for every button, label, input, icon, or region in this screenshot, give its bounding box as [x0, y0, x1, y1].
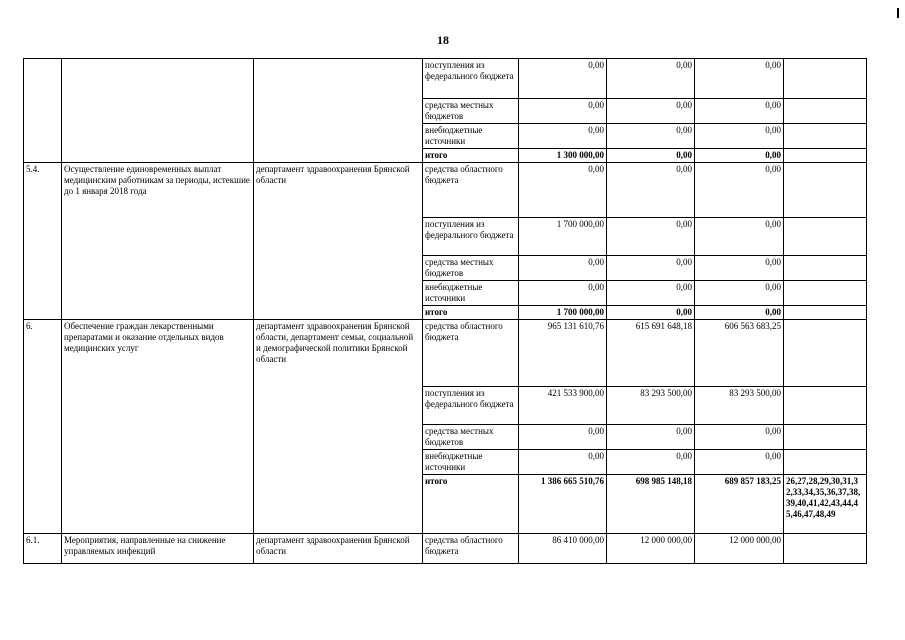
- funding-source-cell: поступления из федерального бюджета: [423, 387, 519, 425]
- amount-year1-cell: 0,00: [519, 99, 607, 124]
- amount-year3-cell: 0,00: [695, 163, 784, 218]
- amount-year2-cell: 0,00: [607, 281, 695, 306]
- executor-cell: департамент здравоохранения Брянской области: [254, 163, 423, 320]
- amount-year3-cell: 606 563 683,25: [695, 320, 784, 387]
- amount-year1-cell: 0,00: [519, 450, 607, 475]
- amount-year2-cell: 0,00: [607, 218, 695, 256]
- amount-year2-cell: 83 293 500,00: [607, 387, 695, 425]
- funding-source-cell: средства местных бюджетов: [423, 99, 519, 124]
- indicators-cell: [784, 149, 867, 163]
- indicators-cell: [784, 281, 867, 306]
- amount-year3-cell: 0,00: [695, 450, 784, 475]
- amount-year2-cell: 0,00: [607, 450, 695, 475]
- funding-source-cell: внебюджетные источники: [423, 124, 519, 149]
- item-number-cell: [24, 59, 62, 163]
- table-row: [24, 59, 867, 99]
- table-row: [24, 534, 867, 564]
- budget-table: [23, 58, 867, 564]
- amount-year3-cell: 0,00: [695, 149, 784, 163]
- amount-year1-cell: 421 533 900,00: [519, 387, 607, 425]
- amount-year1-cell: 0,00: [519, 256, 607, 281]
- amount-year2-cell: 698 985 148,18: [607, 475, 695, 534]
- amount-year1-cell: 0,00: [519, 425, 607, 450]
- amount-year3-cell: 0,00: [695, 281, 784, 306]
- indicators-cell: [784, 124, 867, 149]
- amount-year1-cell: 1 700 000,00: [519, 218, 607, 256]
- executor-cell: департамент здравоохранения Брянской области, департамент семьи, социальной и демографической политики Брянской области: [254, 320, 423, 534]
- item-name-cell: Мероприятия, направленные на снижение управляемых инфекций: [62, 534, 254, 564]
- indicators-cell: 26,27,28,29,30,31,32,33,34,35,36,37,38,39,40,41,42,43,44,45,46,47,48,49: [784, 475, 867, 534]
- amount-year3-cell: 12 000 000,00: [695, 534, 784, 564]
- amount-year2-cell: 0,00: [607, 256, 695, 281]
- table-row: [24, 163, 867, 218]
- indicators-cell: [784, 256, 867, 281]
- indicators-cell: [784, 320, 867, 387]
- indicators-cell: [784, 163, 867, 218]
- amount-year1-cell: 0,00: [519, 59, 607, 99]
- amount-year2-cell: 615 691 648,18: [607, 320, 695, 387]
- funding-source-cell: средства областного бюджета: [423, 320, 519, 387]
- funding-source-cell: итого: [423, 306, 519, 320]
- amount-year2-cell: 0,00: [607, 163, 695, 218]
- amount-year3-cell: 0,00: [695, 306, 784, 320]
- funding-source-cell: итого: [423, 475, 519, 534]
- amount-year3-cell: 689 857 183,25: [695, 475, 784, 534]
- funding-source-cell: средства областного бюджета: [423, 534, 519, 564]
- amount-year2-cell: 0,00: [607, 124, 695, 149]
- amount-year3-cell: 0,00: [695, 59, 784, 99]
- funding-source-cell: поступления из федерального бюджета: [423, 59, 519, 99]
- amount-year3-cell: 0,00: [695, 425, 784, 450]
- table-row: [24, 320, 867, 387]
- funding-source-cell: итого: [423, 149, 519, 163]
- amount-year1-cell: 0,00: [519, 124, 607, 149]
- amount-year2-cell: 0,00: [607, 149, 695, 163]
- indicators-cell: [784, 218, 867, 256]
- amount-year3-cell: 83 293 500,00: [695, 387, 784, 425]
- indicators-cell: [784, 534, 867, 564]
- indicators-cell: [784, 59, 867, 99]
- amount-year2-cell: 0,00: [607, 306, 695, 320]
- amount-year3-cell: 0,00: [695, 256, 784, 281]
- item-number-cell: 6.1.: [24, 534, 62, 564]
- indicators-cell: [784, 99, 867, 124]
- amount-year1-cell: 1 386 665 510,76: [519, 475, 607, 534]
- amount-year1-cell: 86 410 000,00: [519, 534, 607, 564]
- item-number-cell: 5.4.: [24, 163, 62, 320]
- amount-year1-cell: 1 300 000,00: [519, 149, 607, 163]
- item-name-cell: [62, 59, 254, 163]
- funding-source-cell: средства областного бюджета: [423, 163, 519, 218]
- page-number: 18: [437, 33, 449, 47]
- executor-cell: [254, 59, 423, 163]
- amount-year2-cell: 12 000 000,00: [607, 534, 695, 564]
- executor-cell: департамент здравоохранения Брянской области: [254, 534, 423, 564]
- amount-year2-cell: 0,00: [607, 425, 695, 450]
- funding-source-cell: средства местных бюджетов: [423, 256, 519, 281]
- amount-year3-cell: 0,00: [695, 218, 784, 256]
- amount-year1-cell: 0,00: [519, 281, 607, 306]
- corner-mark: [897, 8, 899, 18]
- amount-year1-cell: 1 700 000,00: [519, 306, 607, 320]
- item-number-cell: 6.: [24, 320, 62, 534]
- funding-source-cell: поступления из федерального бюджета: [423, 218, 519, 256]
- amount-year2-cell: 0,00: [607, 59, 695, 99]
- indicators-cell: [784, 387, 867, 425]
- funding-source-cell: средства местных бюджетов: [423, 425, 519, 450]
- amount-year1-cell: 0,00: [519, 163, 607, 218]
- indicators-cell: [784, 425, 867, 450]
- amount-year3-cell: 0,00: [695, 99, 784, 124]
- indicators-cell: [784, 450, 867, 475]
- funding-source-cell: внебюджетные источники: [423, 281, 519, 306]
- indicators-cell: [784, 306, 867, 320]
- amount-year1-cell: 965 131 610,76: [519, 320, 607, 387]
- funding-source-cell: внебюджетные источники: [423, 450, 519, 475]
- amount-year3-cell: 0,00: [695, 124, 784, 149]
- item-name-cell: Осуществление единовременных выплат медицинским работникам за периоды, истекшие до 1 января 2018 года: [62, 163, 254, 320]
- amount-year2-cell: 0,00: [607, 99, 695, 124]
- item-name-cell: Обеспечение граждан лекарственными препаратами и оказание отдельных видов медицинских услуг: [62, 320, 254, 534]
